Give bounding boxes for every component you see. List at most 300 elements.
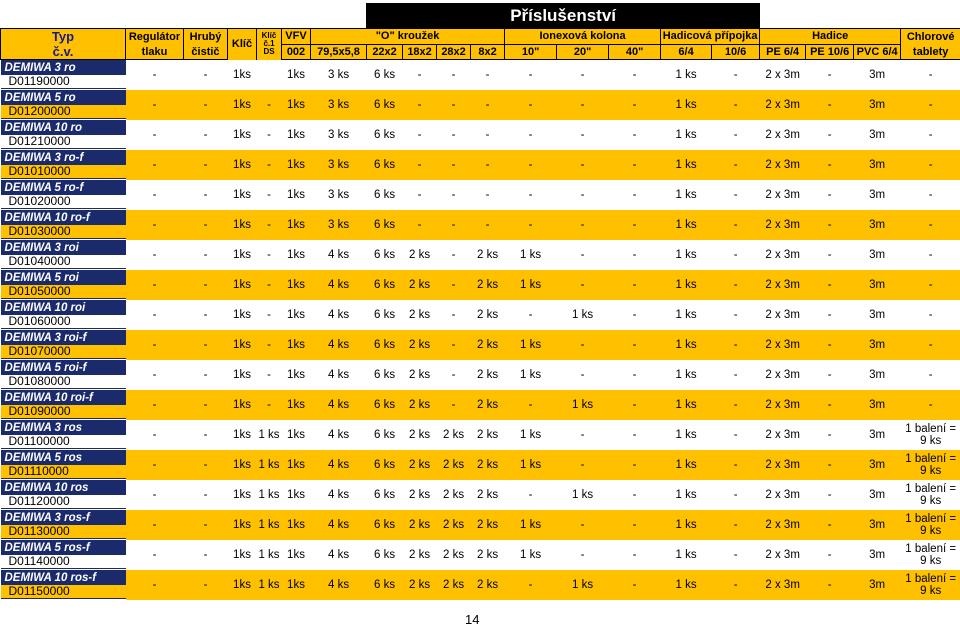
table-cell: - <box>184 540 228 570</box>
table-cell: - <box>712 150 760 180</box>
table-cell: 2 ks <box>403 420 437 450</box>
header-regulator: Regulátor <box>126 29 184 45</box>
table-cell: 1 ks <box>505 420 557 450</box>
header-cistic: čistič <box>184 44 228 60</box>
table-cell: 1ks <box>282 450 311 480</box>
product-cell <box>1 390 126 420</box>
table-cell: - <box>609 390 661 420</box>
table-cell: - <box>184 60 228 90</box>
table-cell: 1 ks <box>257 450 282 480</box>
table-row <box>1 120 960 150</box>
table-cell: 1 ks <box>557 480 609 510</box>
table-cell: 2 ks <box>403 330 437 360</box>
table-cell: - <box>403 150 437 180</box>
table-cell: 4 ks <box>311 480 367 510</box>
table-cell: 2 ks <box>403 240 437 270</box>
table-cell: 1 ks <box>661 450 712 480</box>
product-code: D01010000 <box>1 165 126 178</box>
table-cell: 3 ks <box>311 120 367 150</box>
header-pripojka-sub-2: 10/6 <box>712 44 760 60</box>
table-cell: - <box>184 150 228 180</box>
table-cell: 2 ks <box>437 540 471 570</box>
table-cell: 6 ks <box>367 60 403 90</box>
table-cell: 2 x 3m <box>760 210 806 240</box>
header-pripojka-sub-1: 6/4 <box>661 44 712 60</box>
product-cell <box>1 270 126 300</box>
table-cell: - <box>806 570 854 600</box>
product-code: D01030000 <box>1 225 126 238</box>
table-cell: 4 ks <box>311 570 367 600</box>
table-row <box>1 150 960 180</box>
table-cell: - <box>901 240 960 270</box>
table-cell: 3m <box>854 450 901 480</box>
product-name: DEMIWA 3 roi <box>4 241 79 254</box>
table-cell: 6 ks <box>367 570 403 600</box>
table-cell: - <box>126 570 184 600</box>
table-cell: 3m <box>854 150 901 180</box>
table-cell: 1 ks <box>557 570 609 600</box>
table-cell: - <box>505 60 557 90</box>
table-cell: 1 balení = 9 ks <box>901 570 960 600</box>
table-cell: - <box>126 360 184 390</box>
product-cell <box>1 480 126 510</box>
table-cell: - <box>437 390 471 420</box>
table-cell: 1ks <box>282 120 311 150</box>
product-name: DEMIWA 5 ros <box>4 451 83 464</box>
table-cell: - <box>557 540 609 570</box>
table-cell: - <box>437 360 471 390</box>
table-cell: 3 ks <box>311 150 367 180</box>
product-cell <box>1 510 126 540</box>
table-cell: 1 ks <box>505 360 557 390</box>
table-cell: 2 ks <box>403 510 437 540</box>
table-cell: 1ks <box>282 150 311 180</box>
table-row <box>1 90 960 120</box>
product-code: D01130000 <box>1 525 126 538</box>
table-cell: - <box>806 420 854 450</box>
table-cell: 3m <box>854 120 901 150</box>
table-cell <box>257 60 282 90</box>
header-cv: č.v. <box>1 44 126 60</box>
table-cell: - <box>712 210 760 240</box>
header-chlor-sub: tablety <box>901 44 960 60</box>
table-cell: - <box>806 150 854 180</box>
table-cell: - <box>184 90 228 120</box>
table-cell: 3 ks <box>311 180 367 210</box>
table-cell: - <box>184 240 228 270</box>
table-cell: - <box>712 360 760 390</box>
table-cell: - <box>505 180 557 210</box>
table-cell: - <box>471 60 505 90</box>
table-cell: 4 ks <box>311 510 367 540</box>
table-cell: 3m <box>854 360 901 390</box>
table-cell: 3m <box>854 510 901 540</box>
table-cell: 1ks <box>228 60 257 90</box>
header-ionex: Ionexová kolona <box>505 29 661 45</box>
table-cell: - <box>437 180 471 210</box>
table-cell: - <box>184 390 228 420</box>
table-cell: - <box>505 150 557 180</box>
table-cell: 3m <box>854 330 901 360</box>
table-cell: - <box>403 120 437 150</box>
table-cell: - <box>126 450 184 480</box>
table-cell: - <box>471 90 505 120</box>
table-cell: - <box>806 390 854 420</box>
table-cell: 3 ks <box>311 210 367 240</box>
table-cell: - <box>609 270 661 300</box>
table-cell: 2 ks <box>471 360 505 390</box>
table-cell: 1ks <box>228 150 257 180</box>
header-vfv-sub: 002 <box>282 44 311 60</box>
table-cell: 3m <box>854 420 901 450</box>
table-cell: 2 ks <box>437 420 471 450</box>
header-ionex-sub-3: 40" <box>609 44 661 60</box>
table-cell: - <box>806 60 854 90</box>
table-cell: 1ks <box>228 240 257 270</box>
header-hadice-sub-2: PE 10/6 <box>806 44 854 60</box>
table-cell: - <box>609 510 661 540</box>
header-hruby: Hrubý <box>184 29 228 45</box>
table-cell: - <box>126 540 184 570</box>
product-name: DEMIWA 5 roi <box>4 271 79 284</box>
header-hadice-sub-1: PE 6/4 <box>760 44 806 60</box>
table-cell: 1ks <box>228 450 257 480</box>
table-cell: 1 ks <box>661 360 712 390</box>
table-cell: 2 x 3m <box>760 330 806 360</box>
table-cell: 1 ks <box>257 420 282 450</box>
table-cell: - <box>806 450 854 480</box>
table-cell: - <box>257 90 282 120</box>
table-cell: 1ks <box>282 240 311 270</box>
table-row <box>1 180 960 210</box>
table-cell: - <box>712 540 760 570</box>
table-cell: 2 ks <box>471 270 505 300</box>
table-cell: - <box>126 120 184 150</box>
table-cell: 2 x 3m <box>760 270 806 300</box>
table-cell: 4 ks <box>311 540 367 570</box>
header-o-sub-2: 22x2 <box>367 44 403 60</box>
table-cell: - <box>712 60 760 90</box>
product-code: D01200000 <box>1 105 126 118</box>
table-cell: - <box>609 300 661 330</box>
table-cell: 1 balení = 9 ks <box>901 540 960 570</box>
table-cell: - <box>184 450 228 480</box>
table-cell: 2 x 3m <box>760 480 806 510</box>
table-cell: - <box>184 480 228 510</box>
product-code: D01050000 <box>1 285 126 298</box>
header-chlor: Chlorové <box>901 29 960 45</box>
product-cell <box>1 330 126 360</box>
table-cell: 4 ks <box>311 390 367 420</box>
table-cell: 2 ks <box>471 540 505 570</box>
table-cell: - <box>712 390 760 420</box>
table-row <box>1 510 960 540</box>
table-cell: - <box>257 360 282 390</box>
table-cell: - <box>557 360 609 390</box>
header-o-sub-1: 79,5x5,8 <box>311 44 367 60</box>
table-row <box>1 420 960 450</box>
table-cell: 1 ks <box>505 450 557 480</box>
header-hadice: Hadice <box>760 29 901 45</box>
header-hadice-sub-3: PVC 6/4 <box>854 44 901 60</box>
table-cell: 6 ks <box>367 180 403 210</box>
table-cell: - <box>126 480 184 510</box>
table-cell: 1 ks <box>557 390 609 420</box>
table-cell: 2 x 3m <box>760 420 806 450</box>
table-cell: - <box>505 480 557 510</box>
table-cell: 3m <box>854 90 901 120</box>
product-cell <box>1 540 126 570</box>
table-row <box>1 450 960 480</box>
table-cell: 2 ks <box>403 570 437 600</box>
table-cell: - <box>609 60 661 90</box>
table-cell: 2 ks <box>437 480 471 510</box>
table-cell: - <box>712 120 760 150</box>
table-cell: - <box>437 270 471 300</box>
header-o-sub-3: 18x2 <box>403 44 437 60</box>
table-cell: 1 ks <box>661 210 712 240</box>
table-cell: 1ks <box>228 540 257 570</box>
table-cell: 2 ks <box>403 450 437 480</box>
table-cell: 1 ks <box>661 120 712 150</box>
table-cell: 1 ks <box>505 270 557 300</box>
table-cell: - <box>184 210 228 240</box>
table-cell: - <box>901 270 960 300</box>
table-cell: - <box>712 510 760 540</box>
table-cell: 2 x 3m <box>760 180 806 210</box>
product-name: DEMIWA 5 ro-f <box>4 181 84 194</box>
table-cell: 6 ks <box>367 120 403 150</box>
table-cell: 1ks <box>228 120 257 150</box>
table-cell: 1ks <box>282 510 311 540</box>
table-cell: - <box>609 210 661 240</box>
table-cell: 2 x 3m <box>760 540 806 570</box>
table-cell: - <box>184 120 228 150</box>
table-cell: - <box>557 270 609 300</box>
table-cell: - <box>184 330 228 360</box>
header-pripojka: Hadicová přípojka <box>661 29 760 45</box>
table-cell: - <box>437 240 471 270</box>
table-cell: - <box>257 330 282 360</box>
table-cell: - <box>806 510 854 540</box>
table-cell: 2 x 3m <box>760 360 806 390</box>
table-cell: 1 ks <box>661 150 712 180</box>
table-cell: - <box>257 180 282 210</box>
table-cell: 2 ks <box>471 390 505 420</box>
table-cell: - <box>126 150 184 180</box>
table-cell: - <box>184 360 228 390</box>
table-cell: - <box>609 540 661 570</box>
header-klic-c1-b: č.1 <box>263 39 275 49</box>
table-cell: 3m <box>854 240 901 270</box>
table-cell: 1 balení = 9 ks <box>901 420 960 450</box>
table-cell: - <box>471 150 505 180</box>
table-cell: 3m <box>854 570 901 600</box>
product-cell <box>1 210 126 240</box>
table-cell: - <box>126 390 184 420</box>
table-cell: - <box>712 330 760 360</box>
table-cell: - <box>712 480 760 510</box>
table-cell: 3m <box>854 480 901 510</box>
table-cell: 6 ks <box>367 150 403 180</box>
table-cell: - <box>609 570 661 600</box>
table-cell: - <box>184 570 228 600</box>
product-code: D01120000 <box>1 495 126 508</box>
table-cell: 2 x 3m <box>760 510 806 540</box>
table-row <box>1 270 960 300</box>
header-typ: Typ <box>1 29 126 45</box>
table-cell: 6 ks <box>367 540 403 570</box>
table-cell: 1 balení = 9 ks <box>901 510 960 540</box>
table-row <box>1 330 960 360</box>
table-row <box>1 540 960 570</box>
table-cell: 1ks <box>228 420 257 450</box>
table-cell: - <box>126 300 184 330</box>
table-cell: - <box>126 510 184 540</box>
table-cell: - <box>557 240 609 270</box>
table-cell: 6 ks <box>367 330 403 360</box>
product-cell <box>1 90 126 120</box>
table-row <box>1 570 960 600</box>
product-name: DEMIWA 10 ros <box>4 481 89 494</box>
table-cell: - <box>557 60 609 90</box>
table-cell: - <box>557 510 609 540</box>
table-cell: 2 ks <box>403 390 437 420</box>
table-cell: 1ks <box>282 270 311 300</box>
product-name: DEMIWA 5 roi-f <box>4 361 87 374</box>
product-name: DEMIWA 10 ros-f <box>4 571 97 584</box>
table-cell: - <box>557 180 609 210</box>
table-cell: 6 ks <box>367 360 403 390</box>
table-cell: - <box>471 120 505 150</box>
table-cell: - <box>609 240 661 270</box>
table-cell: 1ks <box>282 360 311 390</box>
table-cell: - <box>901 150 960 180</box>
table-cell: 1ks <box>282 330 311 360</box>
product-code: D01020000 <box>1 195 126 208</box>
table-cell: 3m <box>854 540 901 570</box>
table-cell: 4 ks <box>311 240 367 270</box>
table-cell: 4 ks <box>311 300 367 330</box>
product-cell <box>1 360 126 390</box>
table-cell: 1 balení = 9 ks <box>901 480 960 510</box>
header-ionex-sub-2: 20" <box>557 44 609 60</box>
product-cell <box>1 300 126 330</box>
table-cell: 1 ks <box>661 240 712 270</box>
header-klic-c1-a: Klíč <box>261 31 277 41</box>
table-cell: 6 ks <box>367 420 403 450</box>
product-code: D01110000 <box>1 465 126 478</box>
table-cell: 1ks <box>282 60 311 90</box>
product-code: D01060000 <box>1 315 126 328</box>
table-cell: - <box>437 120 471 150</box>
table-cell: 3 ks <box>311 60 367 90</box>
table-cell: 2 ks <box>471 480 505 510</box>
table-cell: 1ks <box>228 390 257 420</box>
table-cell: - <box>901 390 960 420</box>
table-cell: 6 ks <box>367 270 403 300</box>
product-cell <box>1 120 126 150</box>
table-cell: 1 ks <box>257 480 282 510</box>
header-o-sub-4: 28x2 <box>437 44 471 60</box>
table-cell: - <box>505 390 557 420</box>
table-cell: - <box>471 180 505 210</box>
table-cell: 1ks <box>282 570 311 600</box>
table-cell: - <box>806 330 854 360</box>
table-cell: 1 ks <box>661 510 712 540</box>
table-cell: 1 ks <box>661 420 712 450</box>
table-row <box>1 480 960 510</box>
table-cell: - <box>609 360 661 390</box>
table-cell: - <box>126 60 184 90</box>
table-cell: 4 ks <box>311 450 367 480</box>
table-cell: - <box>257 300 282 330</box>
product-cell <box>1 180 126 210</box>
product-code: D01210000 <box>1 135 126 148</box>
table-cell: 1 ks <box>661 330 712 360</box>
table-cell: - <box>712 420 760 450</box>
table-cell: 2 x 3m <box>760 570 806 600</box>
table-cell: 1 ks <box>257 540 282 570</box>
table-cell: 1ks <box>228 330 257 360</box>
table-cell: - <box>609 120 661 150</box>
table-cell: 1 ks <box>661 90 712 120</box>
table-cell: 4 ks <box>311 420 367 450</box>
table-cell: - <box>609 330 661 360</box>
table-cell: - <box>806 210 854 240</box>
header-o-krouzek: "O" kroužek <box>311 29 505 45</box>
table-cell: - <box>437 300 471 330</box>
table-cell: 1 ks <box>661 180 712 210</box>
table-cell: - <box>126 420 184 450</box>
table-cell: 1ks <box>228 300 257 330</box>
table-cell: - <box>557 150 609 180</box>
table-cell: 1 ks <box>661 60 712 90</box>
product-code: D01070000 <box>1 345 126 358</box>
table-cell: - <box>126 90 184 120</box>
table-cell: - <box>806 540 854 570</box>
table-cell: - <box>901 330 960 360</box>
header-klic-c1 <box>257 29 282 60</box>
table-cell: 2 x 3m <box>760 60 806 90</box>
table-cell: - <box>609 480 661 510</box>
product-cell <box>1 60 126 90</box>
table-cell: 2 ks <box>437 510 471 540</box>
table-cell: - <box>901 360 960 390</box>
table-cell: - <box>257 120 282 150</box>
table-cell: - <box>557 330 609 360</box>
product-code: D01140000 <box>1 555 126 568</box>
table-cell: - <box>437 150 471 180</box>
table-cell: 1 ks <box>661 540 712 570</box>
table-cell: 4 ks <box>311 270 367 300</box>
product-code: D01090000 <box>1 405 126 418</box>
table-cell: - <box>557 90 609 120</box>
table-cell: 6 ks <box>367 300 403 330</box>
table-cell: - <box>505 90 557 120</box>
table-cell: 1ks <box>282 540 311 570</box>
table-cell: 3m <box>854 300 901 330</box>
table-cell: - <box>806 120 854 150</box>
table-cell: 6 ks <box>367 240 403 270</box>
table-cell: 4 ks <box>311 360 367 390</box>
table-cell: - <box>806 480 854 510</box>
table-cell: 1ks <box>228 360 257 390</box>
product-name: DEMIWA 5 ro <box>4 91 76 104</box>
table-cell: 2 x 3m <box>760 450 806 480</box>
product-name: DEMIWA 3 roi-f <box>4 331 87 344</box>
table-cell: - <box>126 240 184 270</box>
